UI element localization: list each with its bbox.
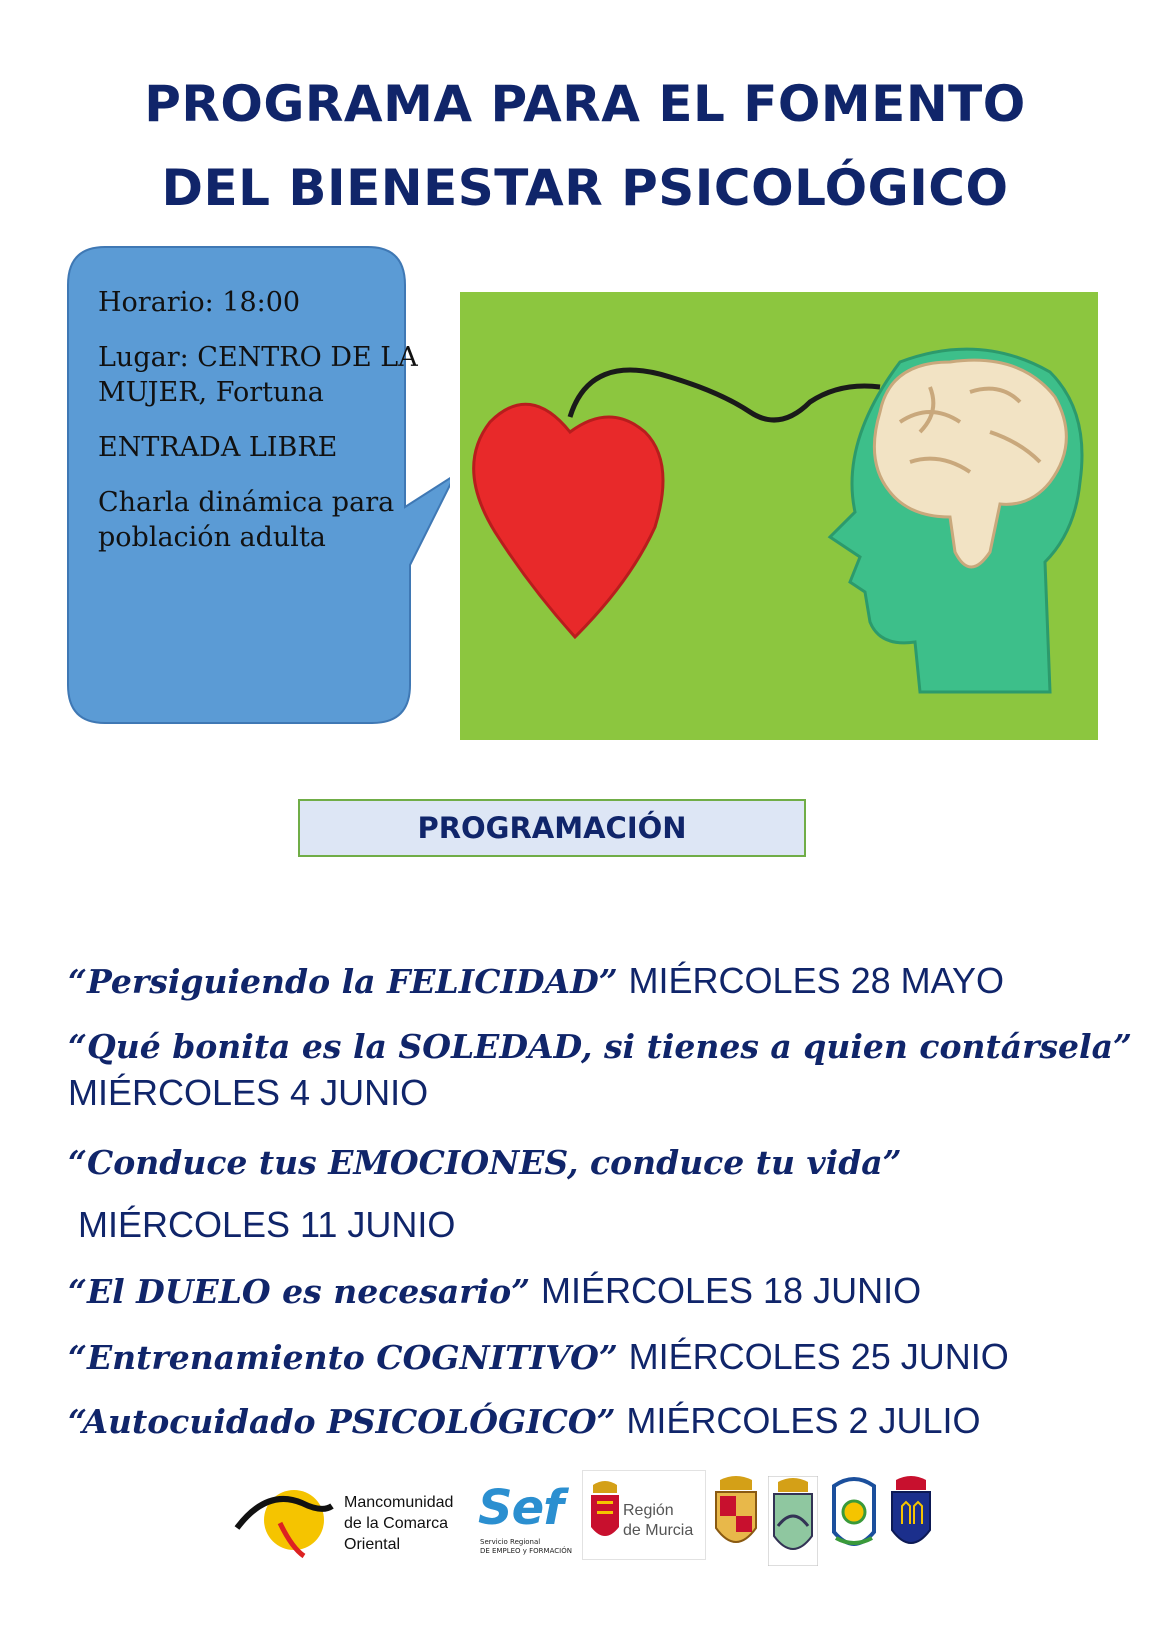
sef-subtitle	[480, 1538, 572, 1556]
title-line-2: DEL BIENESTAR PSICOLÓGICO	[161, 159, 1009, 217]
session-title: “Autocuidado PSICOLÓGICO”	[68, 1402, 616, 1441]
sef-sub-line-1: Servicio Regional	[480, 1538, 541, 1546]
info-bubble	[60, 245, 450, 730]
session-date: MIÉRCOLES 18 JUNIO	[540, 1270, 922, 1311]
municipal-crest-3-icon	[828, 1476, 880, 1556]
schedule-item-3-date	[78, 1202, 1138, 1249]
schedule-item-3	[68, 1140, 1128, 1186]
mancomunidad-logo	[232, 1468, 472, 1564]
schedule-item-2	[68, 1024, 1132, 1070]
session-title: “Entrenamiento COGNITIVO”	[68, 1338, 618, 1377]
entrada-text: ENTRADA LIBRE	[98, 432, 338, 463]
municipal-crest-1-icon	[712, 1476, 760, 1556]
sef-logo: Sef	[478, 1480, 564, 1536]
session-title: “Qué bonita es la SOLEDAD, si tienes a quien contársela”	[68, 1027, 1132, 1066]
sef-sub-line-2: DE EMPLEO y FORMACIÓN	[480, 1547, 572, 1555]
horario-text: Horario: 18:00	[98, 287, 301, 318]
region-line-2: de Murcia	[623, 1522, 694, 1539]
sponsor-logos	[232, 1468, 952, 1568]
info-text	[98, 285, 428, 575]
session-title: “Conduce tus EMOCIONES, conduce tu vida”	[68, 1143, 902, 1182]
session-date: MIÉRCOLES 2 JULIO	[626, 1400, 981, 1441]
mancomunidad-line-3: Oriental	[344, 1536, 401, 1553]
mancomunidad-line-1: Mancomunidad	[344, 1494, 454, 1511]
schedule-item-1	[68, 958, 1128, 1005]
municipal-crest-2-icon	[768, 1476, 818, 1566]
schedule-item-2-date	[68, 1070, 1128, 1117]
session-title: “Persiguiendo la FELICIDAD”	[68, 962, 618, 1001]
session-title: “El DUELO es necesario”	[68, 1272, 531, 1311]
session-date: MIÉRCOLES 28 MAYO	[628, 960, 1004, 1001]
region-murcia-text	[623, 1501, 693, 1541]
title-line-1: PROGRAMA PARA EL FOMENTO	[144, 75, 1026, 133]
mancomunidad-emblem-icon	[232, 1468, 337, 1564]
region-murcia-logo	[582, 1470, 706, 1560]
session-date: MIÉRCOLES 25 JUNIO	[628, 1336, 1009, 1377]
schedule-item-4	[68, 1268, 1128, 1315]
murcia-crest-icon	[587, 1479, 623, 1549]
lugar-text: Lugar: CENTRO DE LA MUJER, Fortuna	[98, 342, 418, 408]
mancomunidad-name	[344, 1492, 453, 1555]
mancomunidad-line-2: de la Comarca	[344, 1515, 449, 1532]
heart-brain-illustration	[460, 292, 1098, 740]
schedule-item-6	[68, 1398, 1128, 1445]
session-date: MIÉRCOLES 11 JUNIO	[78, 1204, 456, 1245]
region-line-1: Región	[623, 1502, 674, 1519]
session-date: MIÉRCOLES 4 JUNIO	[68, 1072, 429, 1113]
schedule-item-5	[68, 1334, 1128, 1381]
municipal-crest-4-icon	[888, 1476, 934, 1556]
charla-text: Charla dinámica para población adulta	[98, 487, 395, 553]
programacion-label: PROGRAMACIÓN	[298, 799, 806, 857]
poster-title	[0, 62, 1170, 230]
